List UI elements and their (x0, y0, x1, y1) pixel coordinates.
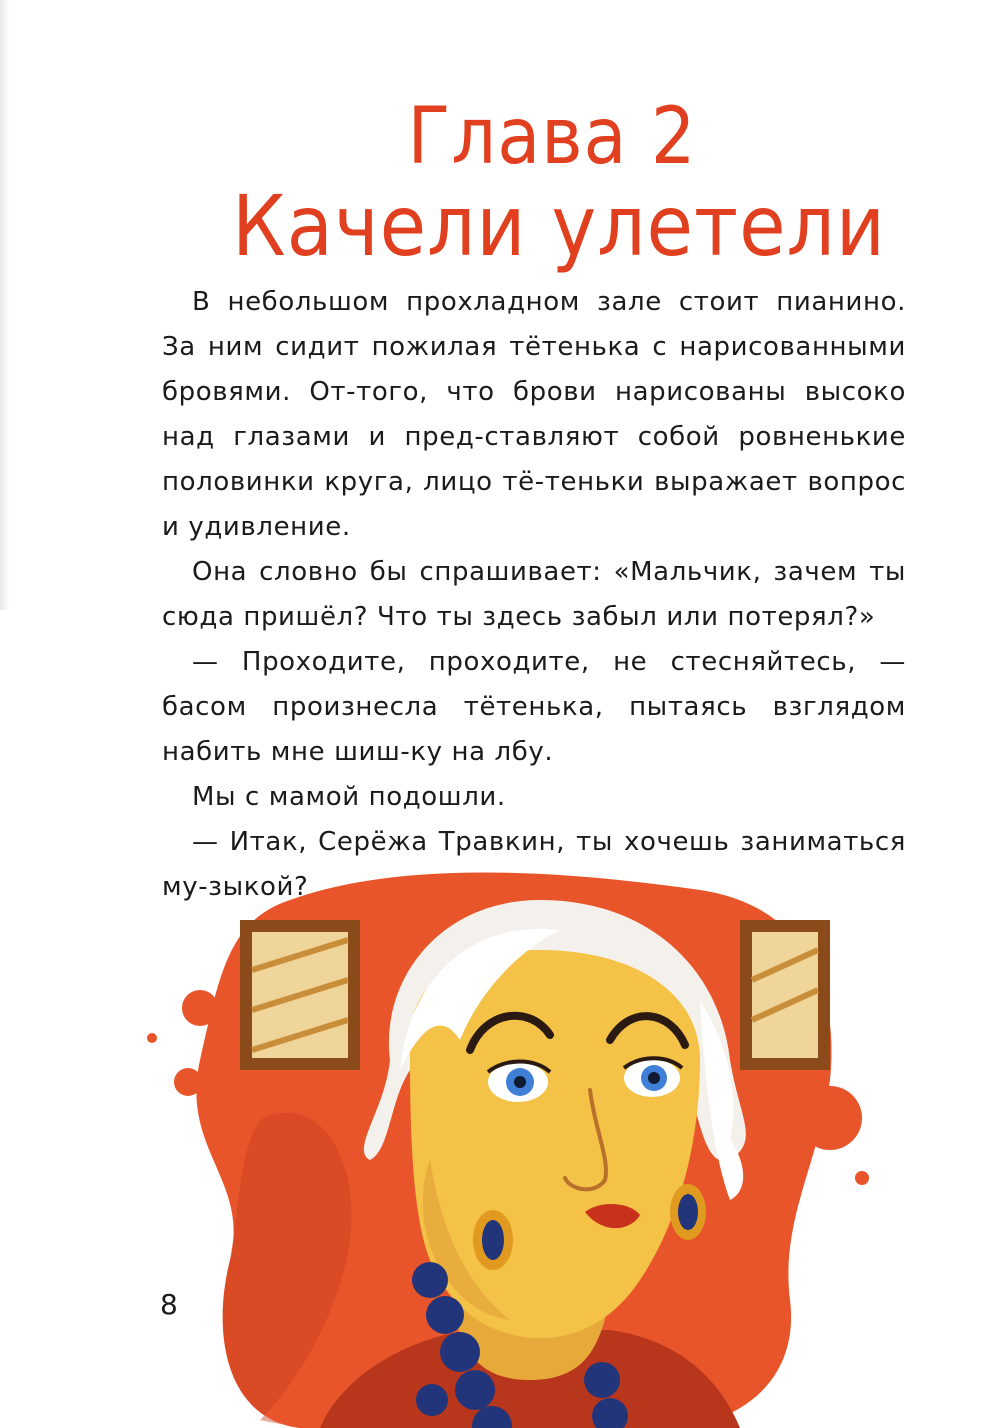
splash-dot (855, 1171, 869, 1185)
teacher-illustration (140, 860, 880, 1428)
paragraph: — Итак, Серёжа Травкин, ты хочешь заниматься му-зыкой? (162, 827, 906, 902)
paragraph: Она словно бы спрашивает: «Мальчик, зачем ты сюда пришёл? Что ты здесь забыл или потерял?» (162, 557, 906, 632)
chapter-title: Качели улетели (231, 177, 886, 275)
paragraph: В небольшом прохладном зале стоит пианино. За ним сидит пожилая тётенька с нарисованными бровями. От-того, что брови нарисованы высоко над глазами и пред-ставляют собой ровненькие половинки круга, лицо тё-теньки выражает вопрос и удивление. (162, 287, 906, 542)
splash-dot (147, 1033, 157, 1043)
chapter-number: Глава 2 (407, 92, 697, 182)
body-text (162, 280, 906, 910)
wall-frame-left (240, 920, 360, 1070)
earring-right (670, 1184, 706, 1240)
wall-frame-right (740, 920, 830, 1070)
earring-left (473, 1210, 513, 1270)
page-number: 8 (160, 1288, 178, 1321)
paragraph: Мы с мамой подошли. (192, 782, 506, 812)
paragraph: — Проходите, проходите, не стесняйтесь, — басом произнесла тётенька, пытаясь взглядом набить мне шиш-ку на лбу. (162, 647, 906, 767)
